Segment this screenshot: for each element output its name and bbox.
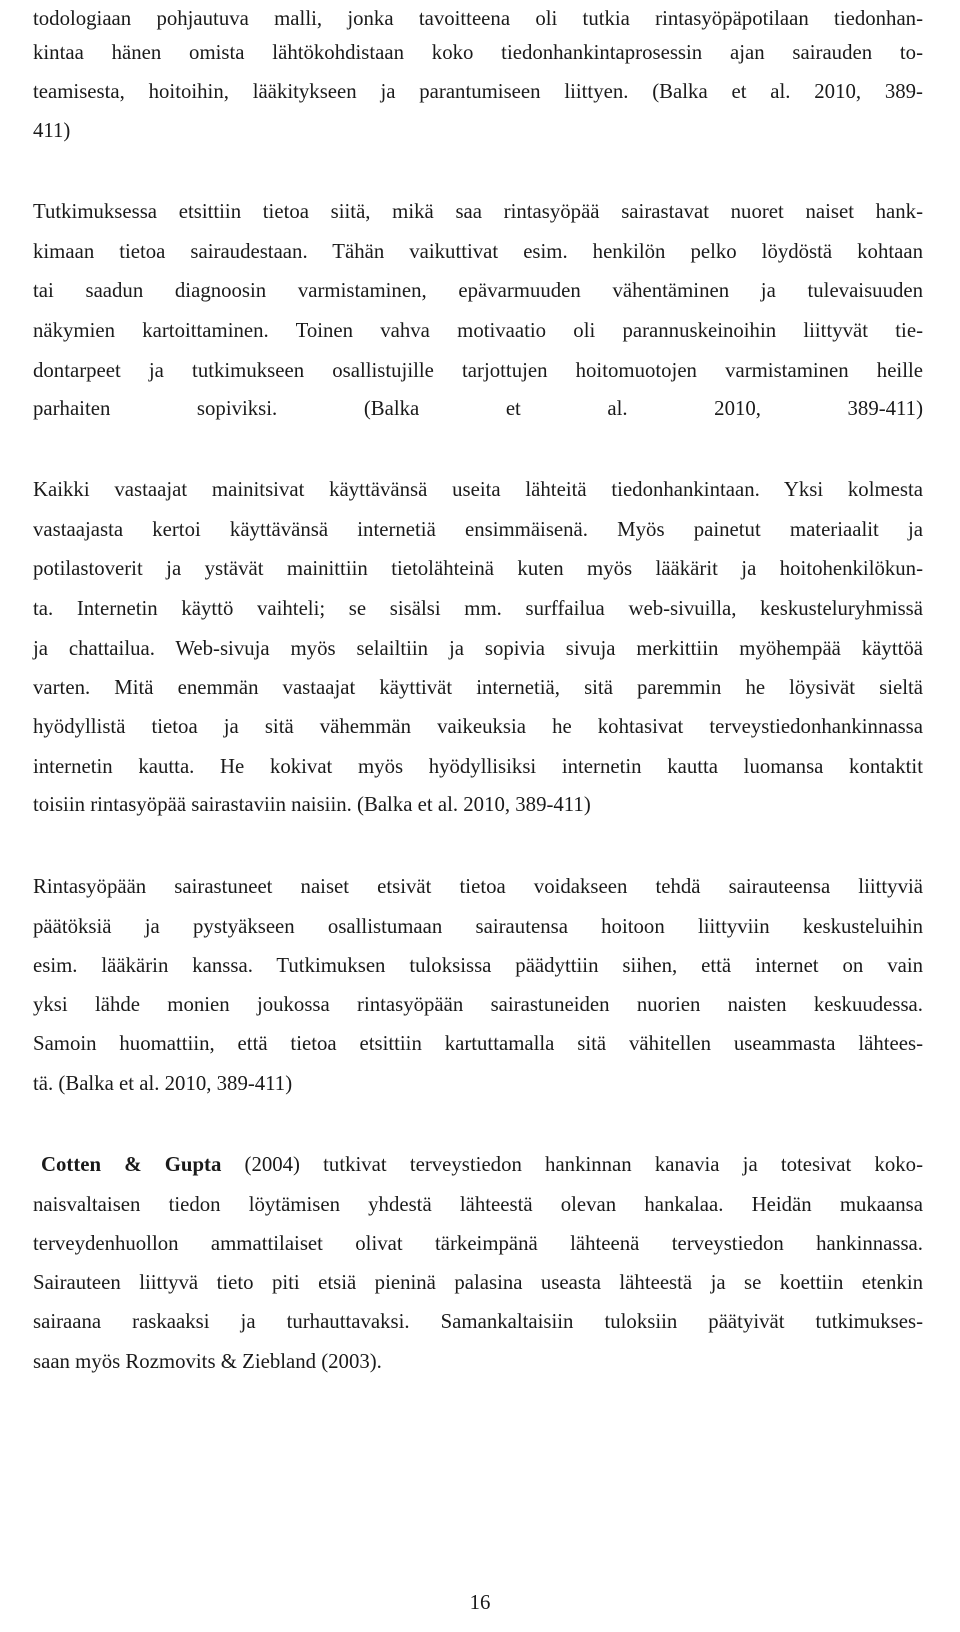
text-line: ja chattailua. Web-sivuja myös selailtiin ja sopivia sivuja merkittiin myöhempää käyttöä — [33, 637, 923, 660]
text-line: teamisesta, hoitoihin, lääkitykseen ja parantumiseen liittyen. (Balka et al. 2010, 389- — [33, 80, 923, 103]
text-line: Sairauteen liittyvä tieto piti etsiä pieninä palasina useasta lähteestä ja se koettiin etenkin — [33, 1271, 923, 1294]
text-line: internetin kautta. He kokivat myös hyödyllisiksi internetin kautta luomansa kontaktit — [33, 755, 923, 778]
text-line: Samoin huomattiin, että tietoa etsittiin kartuttamalla sitä vähitellen useammasta lähtees- — [33, 1032, 923, 1055]
text-line: todologiaan pohjautuva malli, jonka tavoitteena oli tutkia rintasyöpäpotilaan tiedonhan- — [33, 7, 923, 30]
text-line: sairaana raskaaksi ja turhauttavaksi. Samankaltaisiin tuloksiin päätyivät tutkimukses- — [33, 1310, 923, 1333]
text-line: tä. (Balka et al. 2010, 389-411) — [33, 1072, 293, 1095]
text-line: toisiin rintasyöpää sairastaviin naisiin. (Balka et al. 2010, 389-411) — [33, 793, 591, 816]
author-names: Cotten & Gupta — [41, 1153, 222, 1176]
text-span: (2004) tutkivat terveystiedon hankinnan kanavia ja totesivat koko- — [221, 1153, 923, 1176]
page-number: 16 — [469, 1591, 491, 1614]
text-line: saan myös Rozmovits & Ziebland (2003). — [33, 1350, 382, 1373]
text-line: 411) — [33, 119, 71, 142]
text-line: hyödyllistä tietoa ja sitä vähemmän vaikeuksia he kohtasivat terveystiedonhankinnassa — [33, 715, 923, 738]
text-line: tai saadun diagnoosin varmistaminen, epävarmuuden vähentäminen ja tulevaisuuden — [33, 279, 923, 302]
text-line: potilastoverit ja ystävät mainittiin tietolähteinä kuten myös lääkärit ja hoitohenkilökun- — [33, 557, 923, 580]
text-line: kintaa hänen omista lähtökohdistaan koko tiedonhankintaprosessin ajan sairauden to- — [33, 41, 923, 64]
text-line: Tutkimuksessa etsittiin tietoa siitä, mikä saa rintasyöpää sairastavat nuoret naiset hank- — [33, 200, 923, 223]
text-line: yksi lähde monien joukossa rintasyöpään sairastuneiden nuorien naisten keskuudessa. — [33, 993, 923, 1016]
text-line: dontarpeet ja tutkimukseen osallistujille tarjottujen hoitomuotojen varmistaminen heille — [33, 359, 923, 382]
text-line-with-authors — [41, 1150, 923, 1180]
text-line: ta. Internetin käyttö vaihteli; se sisälsi mm. surffailua web-sivuilla, keskusteluryhmissä — [33, 597, 923, 620]
text-line: esim. lääkärin kanssa. Tutkimuksen tuloksissa päädyttiin siihen, että internet on vain — [33, 954, 923, 977]
text-line: näkymien kartoittaminen. Toinen vahva motivaatio oli parannuskeinoihin liittyvät tie- — [33, 319, 923, 342]
text-line: parhaiten sopiviksi. (Balka et al. 2010, 389-411) — [33, 397, 923, 420]
text-line: vastaajasta kertoi käyttävänsä internetiä ensimmäisenä. Myös painetut materiaalit ja — [33, 518, 923, 541]
text-line: kimaan tietoa sairaudestaan. Tähän vaikuttivat esim. henkilön pelko löydöstä kohtaan — [33, 240, 923, 263]
text-line: varten. Mitä enemmän vastaajat käyttivät internetiä, sitä paremmin he löysivät sieltä — [33, 676, 923, 699]
text-line: terveydenhuollon ammattilaiset olivat tärkeimpänä lähteenä terveystiedon hankinnassa. — [33, 1232, 923, 1255]
text-line: naisvaltaisen tiedon löytämisen yhdestä lähteestä olevan hankalaa. Heidän mukaansa — [33, 1193, 923, 1216]
text-line: Rintasyöpään sairastuneet naiset etsivät tietoa voidakseen tehdä sairauteensa liittyviä — [33, 875, 923, 898]
text-line: Kaikki vastaajat mainitsivat käyttävänsä useita lähteitä tiedonhankintaan. Yksi kolmesta — [33, 478, 923, 501]
text-line: päätöksiä ja pystyäkseen osallistumaan sairautensa hoitoon liittyviin keskusteluihin — [33, 915, 923, 938]
